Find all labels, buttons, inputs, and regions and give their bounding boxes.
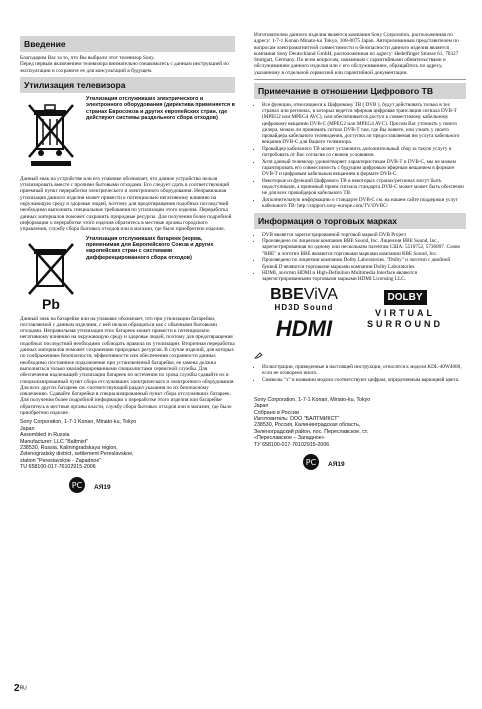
manufacturer-info-en	[20, 419, 235, 470]
list-item: • Провайдер кабельного ТВ может установить дополнительный сбор за такую услугу и потребовать от Вас согласия со своими условиями.	[262, 146, 466, 158]
mfr-line: Собрано в России	[254, 409, 299, 416]
list-item: • Хотя данный телевизор удовлетворяет характеристикам DVB-T и DVB-C, мы не можем гарантировать его совместимость с будущим цифровым эфирным вещанием в формате DVB-T и цифровым кабельным вещанием в формате DVB-C.	[262, 159, 466, 178]
note-icon	[254, 346, 466, 364]
mfr-line: Zelenogradsky district, settlement Pereslavskoe,	[20, 451, 134, 458]
manufacturer-notice: Изготовителем данного изделия является компания Sony Corporation, расположенная по адресу: 1-7-1 Konan Minato-ku Tokyo, 108-0075 Japan. Авторизованным представителем по вопросам электромагнитной совместимости и безопасности данного изделия является компания Sony Deutschland GmbH, расположенная по адресу: Hedelfinger Strasse 61, 70327 Stuttgart, Germany. По всем вопросам, связанным с гарантийными обязательствами и обслуживанием данного изделия или с его обслуживанием, обращайтесь по адресу, указанному в отдельной сервисной или гарантийной документации.	[254, 32, 466, 80]
hdmi-logo: HDMI	[275, 315, 333, 341]
left-column	[20, 36, 235, 499]
pb-label: Pb	[42, 295, 60, 312]
right-column	[254, 32, 466, 476]
list-item: • Все функции, относящиеся к Цифровому ТВ ( DVB ), будут действовать только в тех странах или регионах, в которых ведется эфирная цифровая трансляция сигнала DVB-T (MPEG2 или MPEG4 AVC), или обеспечивается доступ к совместимому кабельному цифровому вещанию DVB-C (MPEG2 или MPEG4 AVC). Просим Вас уточнить у своего дилера, можно ли принимать сигнал DVB-T там, где Вы живете, или узнать у своего провайдера кабельного телевидения, доступна ли предоставляемая им услуга кабельного вещания DVB-C для Вашего телевизора.	[262, 102, 466, 145]
mfr-line: Зеленоградский район, пос. Переславское, ст.	[254, 428, 369, 435]
mfr-line: «Переславское – Западное»	[254, 435, 325, 442]
page-number: 2RU	[14, 683, 27, 694]
eac-certification-icon	[65, 476, 89, 499]
viva-logo: ViVA	[303, 285, 338, 303]
mfr-line: station "Pereslavskoe - Zapadnoe"	[20, 457, 102, 464]
crossed-bin-icon	[20, 96, 82, 176]
list-item: • Произведено по лицензии компании BBE Sound, Inc. Лицензия BBE Sound, Inc., зарегистрированная по одному или нескольким патентам США: 5510752, 5736897. Слово "BBE" и логотип BBE являются торговыми марками компании BBE Sound, Inc.	[262, 238, 466, 257]
mfr-line: Изготовитель: ООО "БАЛТМИКСТ"	[254, 415, 340, 422]
digital-tv-list	[254, 102, 466, 209]
intro-text: Благодарим Вас за то, что Вы выбрали этот телевизор Sony. Перед первым включением телевизора внимательно ознакомьтесь с данным инструкцией по эксплуатации и сохраните ее для консультаций в будущем.	[20, 55, 229, 74]
list-item: • DVB является зарегистрированной торговой маркой DVB Project	[262, 232, 466, 238]
trademark-list	[254, 232, 466, 283]
digital-tv-header: Примечание в отношении Цифрового ТВ	[254, 83, 466, 99]
mfr-line: 238530, Россия, Калининградская область,	[254, 422, 361, 429]
virtual-surround-logo: VIRTUAL SURROUND	[366, 307, 443, 329]
mfr-line: TU 658100-017-76102915-2006	[20, 464, 96, 471]
svg-text:РС: РС	[71, 480, 83, 490]
svg-text:РС: РС	[305, 458, 317, 468]
trademark-header: Информация о торговых марках	[254, 213, 466, 229]
mfr-line: Sony Corporation, 1-7-1 Konan, Minato-ku, Tokyo	[254, 396, 371, 403]
disposal-text: Данный знак на устройстве или его упаковке обозначает, что данное устройство нельзя утилизировать вместе с прочими бытовыми отходами. Его следует сдать в соответствующий приемный пункт переработки электрического и электронного оборудования. Неправильная утилизация данного изделия может привести к потенциально негативному влиянию на окружающую среду и здоровье людей, поэтому для предотвращения подобных последствий необходимо выполнять специальные требования по утилизации этого изделия. Переработка данных материалов поможет сохранить природные ресурсы. Для получения более подробной информации о переработке этого изделия обратитесь в местные органы городского управления, службу сбора бытовых отходов или в магазин, где было приобретено изделие.	[20, 175, 232, 233]
cert-code: АЯ19	[94, 483, 111, 491]
mfr-line: 238530, Russia, Kaliningradskaya region,	[20, 444, 118, 451]
mfr-line: ТУ 658100-017-76102915-2006	[254, 441, 330, 448]
hd3d-sound-logo: HD3D Sound	[274, 302, 334, 312]
mfr-line: Assembled in Russia	[20, 432, 70, 439]
list-item: • Некоторые из функций Цифрового ТВ в некоторых странах/регионах могут быть недоступными, а приемный прием сигнала стандарта DVB-C может может быть обеспечен не для всех провайдеров кабельного ТВ.	[262, 178, 466, 197]
disposal-header: Утилизация телевизора	[20, 77, 235, 93]
mfr-line: Sony Corporation, 1-7-1 Konan, Minato-ku, Tokyo	[20, 419, 137, 426]
battery-bin-icon	[20, 236, 82, 316]
list-item: • Иллюстрации, приведенные в настоящей инструкции, относятся к модели KDL-40W4000, если не оговорено иного.	[262, 364, 466, 376]
eac-certification-icon	[299, 453, 323, 476]
notes-list	[254, 364, 466, 383]
mfr-line: Manufacturer: LLC "Baltmixt"	[20, 438, 88, 445]
list-item: • HDMI, логотип HDMI и High-Definition Multimedia Interface являются зарегистрированными торговыми марками HDMI Licensing LLC.	[262, 270, 466, 282]
list-item: • Произведено по лицензии компании Dolby Laboratories. "Dolby" и логотип с двойной буквой D являются торговыми марками компании Dolby Laboratories.	[262, 257, 466, 269]
brand-logos	[254, 287, 466, 342]
cert-code: АЯ19	[328, 461, 345, 469]
list-item: • Дополнительную информацию о стандарте DVB-C см. на нашем сайте поддержки услуг кабельного ТВ: http://support.sony-europe.com/TV/DVBC/	[262, 197, 466, 209]
battery-bold: Утилизация отслуживших батареек (норма, применимая для Европейского Союза и других европейских стран с системами дифференцированного сбора отходов)	[86, 235, 214, 261]
manufacturer-info-ru	[254, 397, 466, 448]
bbe-logo: BBE	[270, 285, 304, 303]
mfr-line: Japan	[254, 403, 269, 410]
dolby-logo: DOLBY	[384, 290, 427, 305]
mfr-line: Japan	[20, 425, 35, 432]
battery-text: Данный знак на батарейке или на упаковке обозначает, что при утилизации батарейки, поставляемой с данным изделием, с ней нельзя обращаться как с обычными бытовыми отходами. Неправильная утилизация этих батареек может привести к потенциально негативному влиянию на окружающую среду и здоровье людей, поэтому для предотвращения подобных последствий необходимо соблюдать правила их утилизации. Вторичная переработка данных материалов поможет сохранению природных ресурсов. В случае изделий, для которых по соображениям безопасности, эффективности или обеспечения сохранности данных необходимо постоянное подключение при установленной батарейке, ее замена должна выполняться только квалифицированными специалистами сервисной службы. Для обеспечения надлежащей утилизации батареек по истечении их срока службы сдавайте их в специализированный пункт сбора отслуживших электрического и электронного оборудования. Для всех других батареек см. соответствующий раздел указания по их безопасному извлечению. Сдавайте батарейки в специализированный пункт сбора отслуживших батареек. Для получения более подробной информации о переработке этого изделия или батарейке обратитесь в местные органы власти, службу сбора бытовых отходов или в магазин, где было приобретено изделие.	[20, 315, 235, 417]
list-item: • Символы "x" в названии модели соответствуют цифрам, определяемым вариацией цвета.	[262, 377, 466, 383]
disposal-bold: Утилизация отслуживших электрического и электронного оборудования (директива применяется в странах Евросоюза и других европейских стран, где действуют системы раздельного сбора отходов)	[86, 95, 235, 122]
intro-header: Введение	[20, 36, 235, 52]
